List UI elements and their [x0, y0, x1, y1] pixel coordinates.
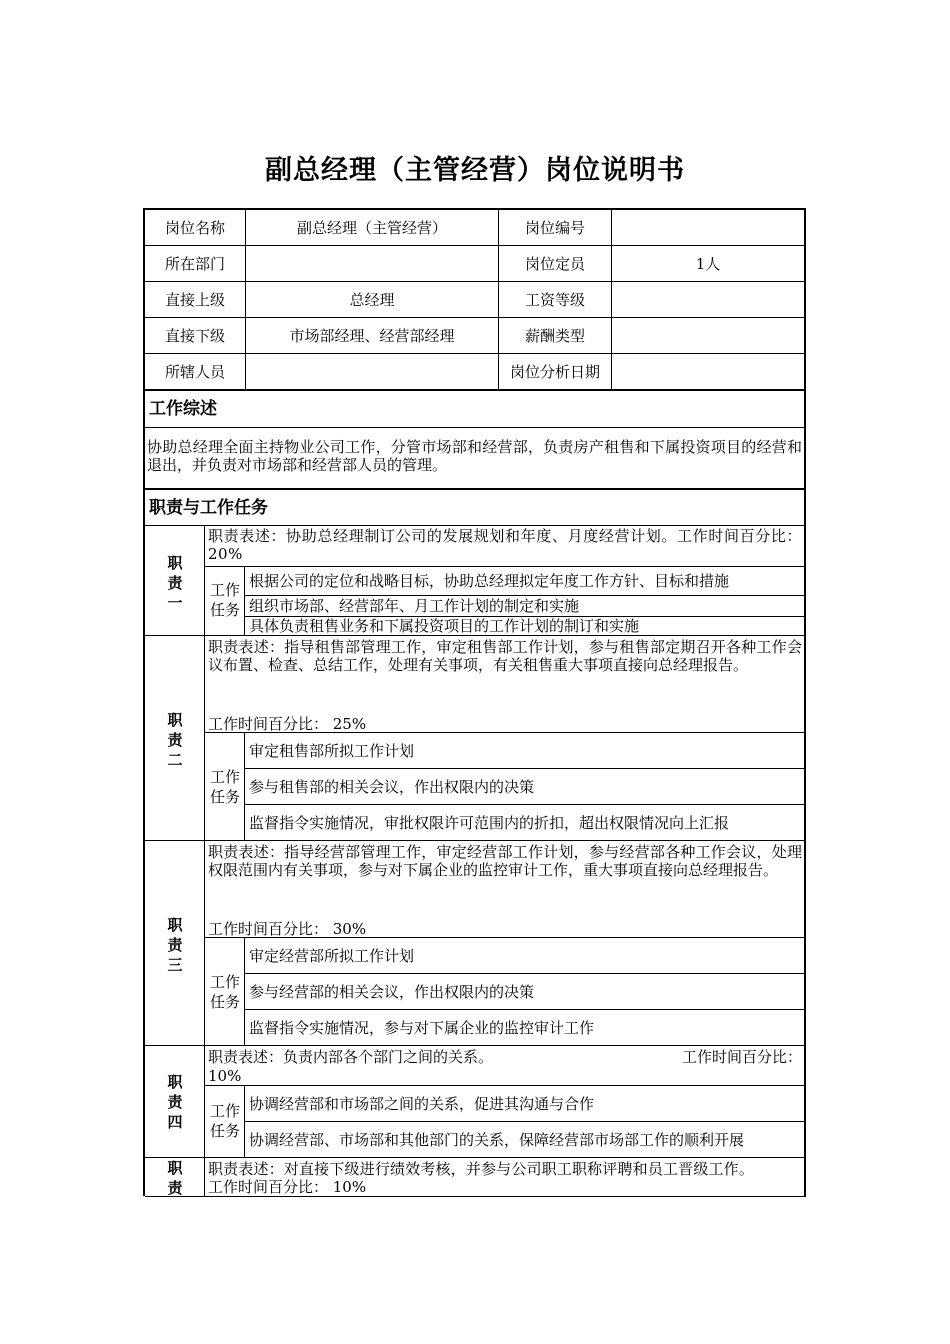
duty-4-label: 职责四 [167, 1073, 183, 1131]
page-title: 副总经理（主管经营）岗位说明书 [265, 155, 685, 186]
value-pay-type [612, 318, 804, 353]
duty-2-label: 职责二 [167, 711, 183, 769]
label-department: 所在部门 [164, 254, 225, 273]
value-headcount: 1人 [695, 254, 721, 273]
duty-4-percent-label: 工作时间百分比： [681, 1048, 802, 1066]
duty-1-description: 职责表述：协助总经理制订公司的发展规划和年度、月度经营计划。工作时间百分比：20% [208, 527, 802, 563]
duty-3-task-3: 监督指令实施情况，参与对下属企业的监控审计工作 [249, 1018, 595, 1037]
value-position-code [612, 210, 804, 245]
duty-4-description: 职责表述：负责内部各个部门之间的关系。 [208, 1048, 494, 1066]
duty-5-label: 职责 [167, 1159, 183, 1197]
duty-4-task-label: 工作任务 [209, 1102, 240, 1140]
duty-1-task-1: 根据公司的定位和战略目标，协助总经理拟定年度工作方针、目标和措施 [249, 572, 730, 590]
value-direct-subordinate: 市场部经理、经营部经理 [289, 326, 455, 345]
duty-2-task-2: 参与租售部的相关会议，作出权限内的决策 [249, 777, 535, 796]
value-subordinates [246, 354, 498, 389]
value-position-name: 副总经理（主管经营） [296, 218, 447, 237]
duty-1-task-label: 工作任务 [209, 581, 240, 619]
label-headcount: 岗位定员 [524, 254, 585, 273]
duty-1-label: 职责一 [167, 554, 183, 612]
duty-1-task-3: 具体负责租售业务和下属投资项目的工作计划的制订和实施 [249, 617, 640, 635]
label-direct-superior: 直接上级 [164, 290, 225, 309]
duty-3-task-2: 参与经营部的相关会议，作出权限内的决策 [249, 982, 535, 1001]
duty-4-task-2: 协调经营部、市场部和其他部门的关系，保障经营部市场部工作的顺利开展 [249, 1130, 745, 1149]
duty-4-task-1: 协调经营部和市场部之间的关系，促进其沟通与合作 [249, 1094, 595, 1113]
label-position-code: 岗位编号 [524, 218, 585, 237]
duty-3-task-label: 工作任务 [209, 973, 240, 1011]
duty-3-description: 职责表述：指导经营部管理工作，审定经营部工作计划，参与经营部各种工作会议，处理权限范围内有关事项，参与对下属企业的监控审计工作，重大事项直接向总经理报告。 [208, 843, 802, 879]
duty-3-task-1: 审定经营部所拟工作计划 [249, 946, 415, 965]
duty-2-description: 职责表述：指导租售部管理工作，审定租售部工作计划，参与租售部定期召开各种工作会议布置、检查、总结工作，处理有关事项，有关租售重大事项直接向总经理报告。 [208, 638, 802, 674]
duty-5-description: 职责表述：对直接下级进行绩效考核，并参与公司职工职称评聘和员工晋级工作。工作时间百分比： 10% [208, 1160, 754, 1196]
duty-3-percent: 工作时间百分比： 30% [208, 920, 367, 938]
duty-2-percent: 工作时间百分比： 25% [208, 715, 367, 733]
duty-2-task-1: 审定租售部所拟工作计划 [249, 741, 415, 760]
duty-4-percent-value: 10% [208, 1067, 242, 1085]
duties-heading: 职责与工作任务 [149, 497, 268, 518]
label-salary-grade: 工资等级 [524, 290, 585, 309]
label-direct-subordinate: 直接下级 [164, 326, 225, 345]
value-direct-superior: 总经理 [349, 290, 395, 309]
label-subordinates: 所辖人员 [164, 362, 225, 381]
duty-3-label: 职责三 [167, 916, 183, 974]
duty-1-task-2: 组织市场部、经营部年、月工作计划的制定和实施 [249, 597, 580, 615]
summary-heading: 工作综述 [149, 399, 217, 419]
label-position-name: 岗位名称 [164, 218, 225, 237]
value-department [246, 246, 498, 281]
label-pay-type: 薪酬类型 [524, 326, 585, 345]
value-salary-grade [612, 282, 804, 317]
summary-text: 协助总经理全面主持物业公司工作，分管市场部和经营部，负责房产租售和下属投资项目的经营和退出，并负责对市场部和经营部人员的管理。 [147, 438, 802, 474]
label-analysis-date: 岗位分析日期 [509, 362, 600, 381]
value-analysis-date [612, 354, 804, 389]
duty-2-task-3: 监督指令实施情况，审批权限许可范围内的折扣，超出权限情况向上汇报 [249, 813, 730, 832]
duty-2-task-label: 工作任务 [209, 768, 240, 806]
